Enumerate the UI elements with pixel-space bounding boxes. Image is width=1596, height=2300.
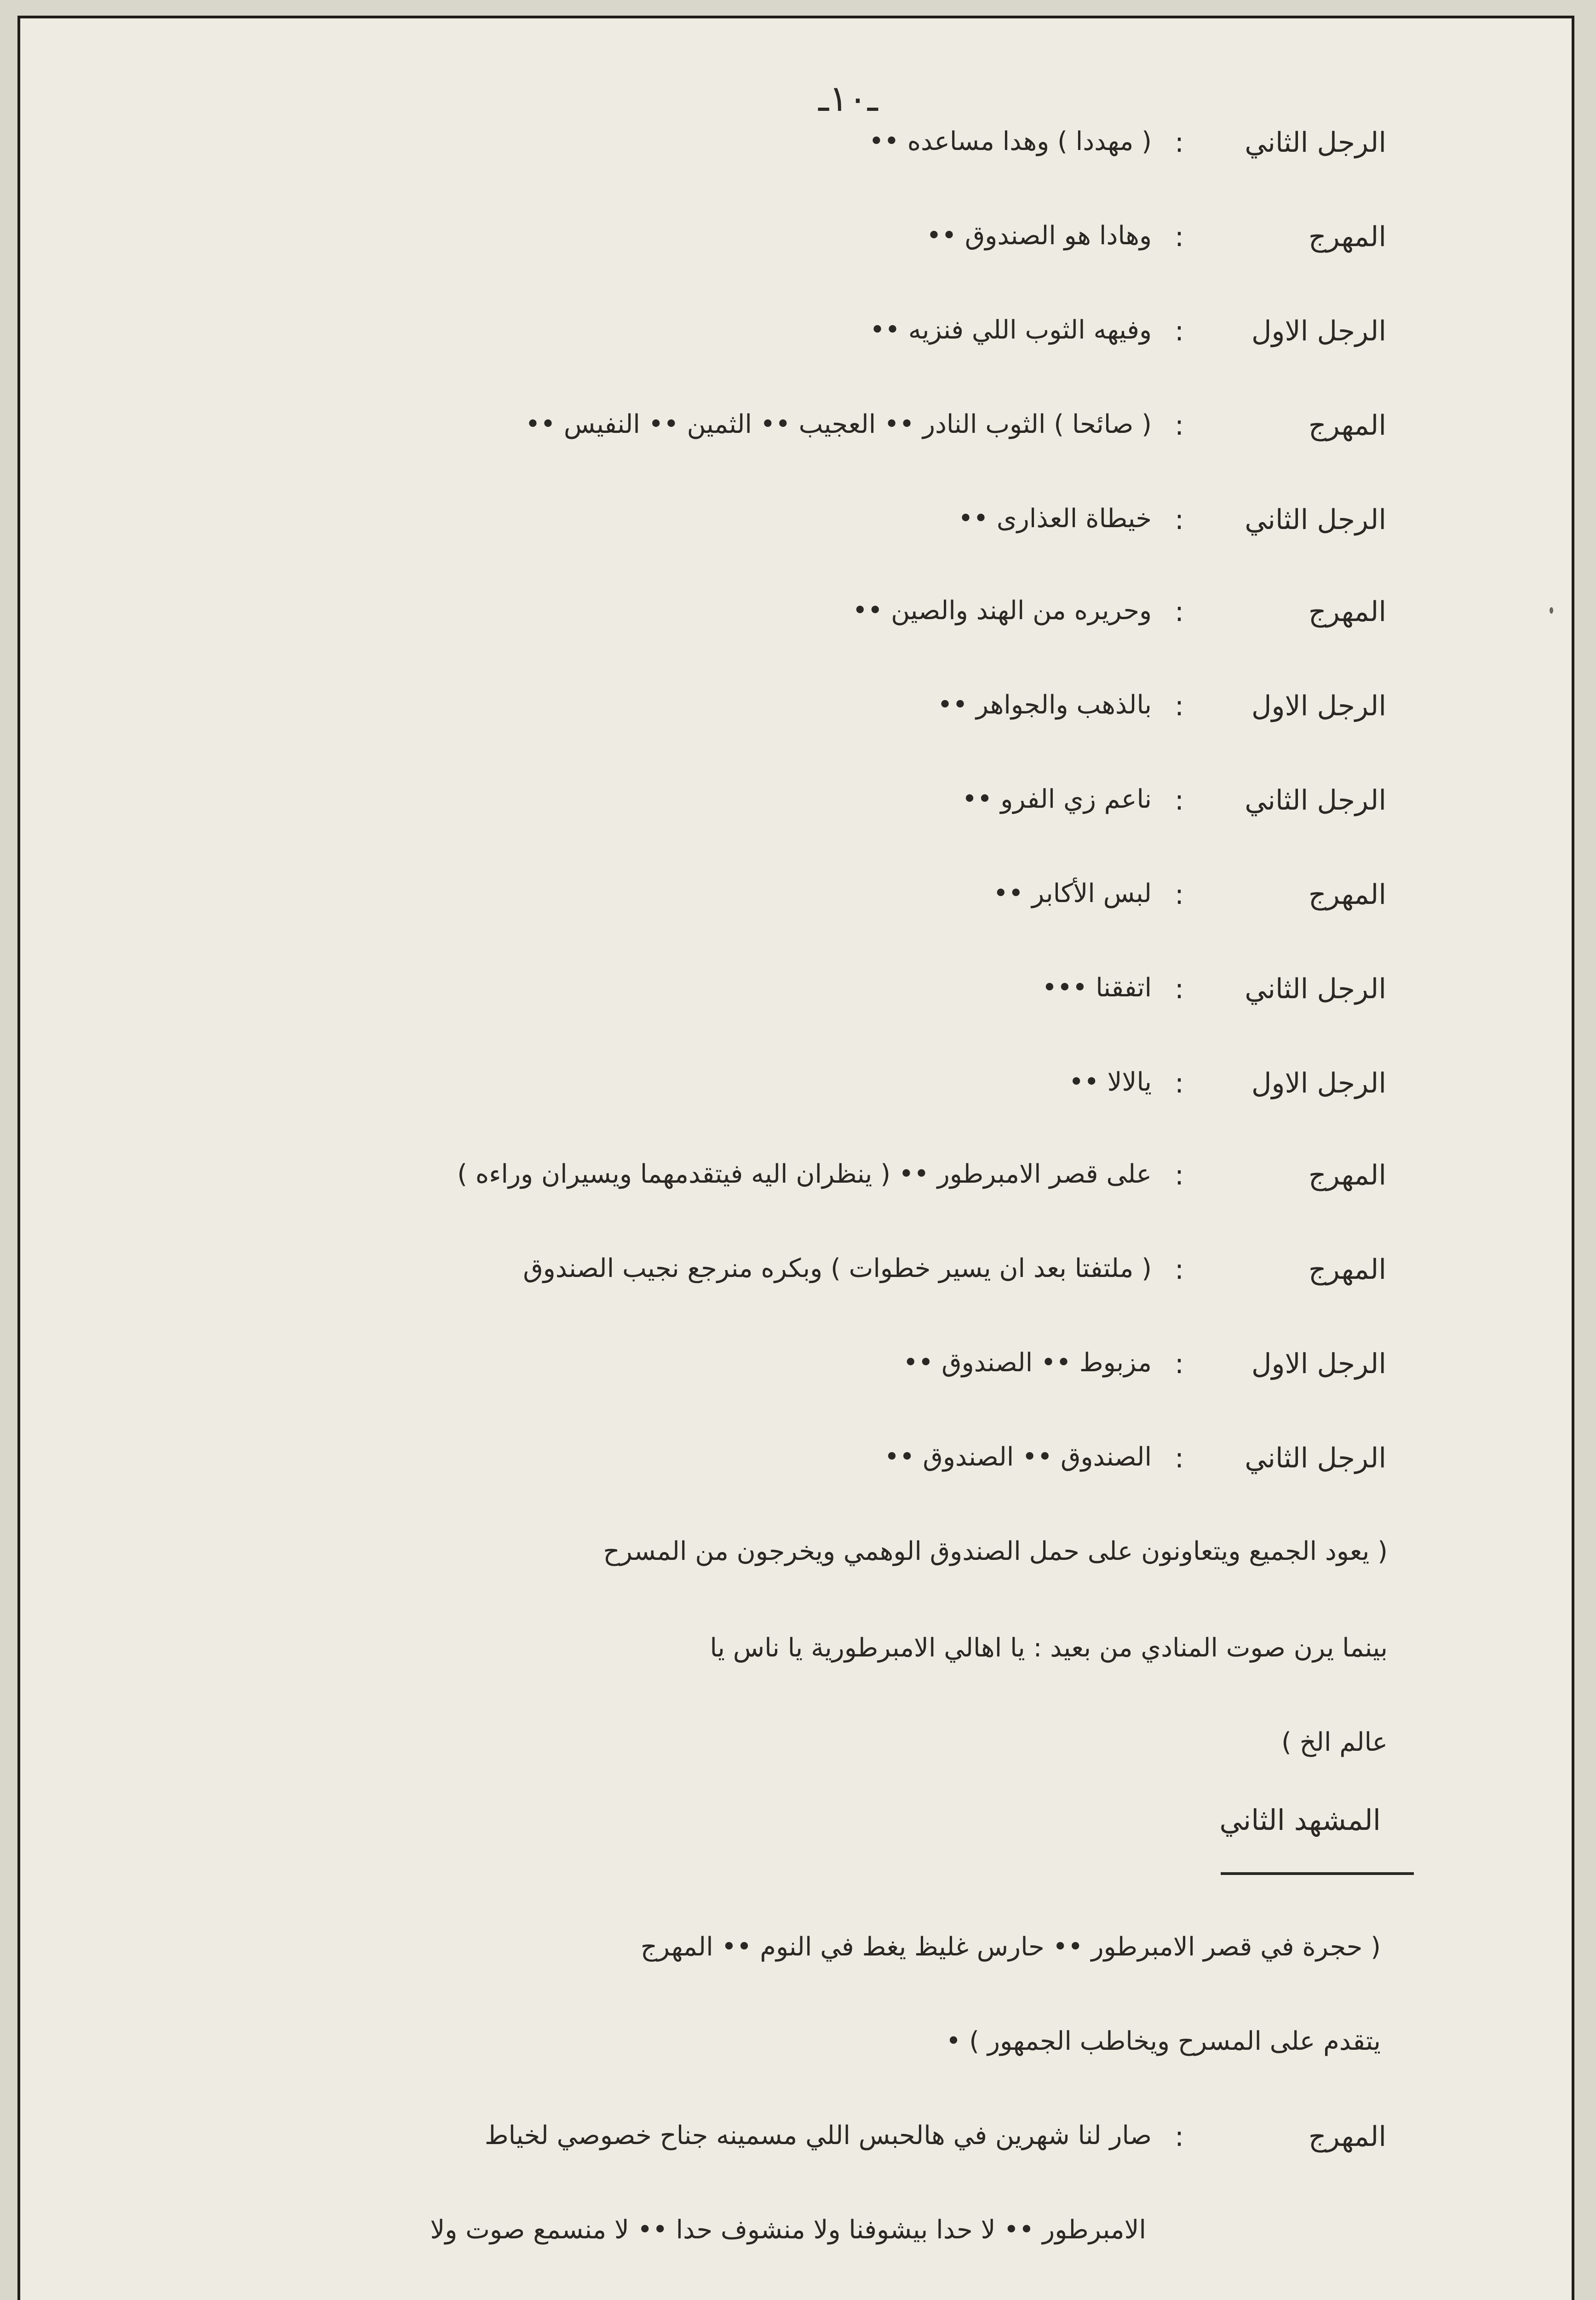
dialogue-line (20, 1159, 1577, 1219)
speech-continuation: الامبرطور •• لا حدا بيشوفنا ولا منشوف حدا •• لا منسمع صوت ولا (430, 2215, 1146, 2245)
speaker-colon: : (1174, 1254, 1184, 1286)
dialogue-text: ( مهددا ) وهدا مساعده •• (868, 126, 1152, 156)
stage-direction-line: ( يعود الجميع ويتعاونون على حمل الصندوق الوهمي ويخرجون من المسرح (603, 1536, 1388, 1566)
page-number: ـ١٠ـ (818, 78, 878, 120)
dialogue-text: ناعم زي الفرو •• (962, 784, 1152, 814)
dialogue-line (20, 409, 1577, 469)
speaker-colon: : (1174, 596, 1184, 628)
speaker-name: الرجل الاول (1251, 1067, 1386, 1099)
ink-speck (1550, 607, 1553, 614)
speaker-colon: : (1174, 690, 1184, 722)
speaker-name: الرجل الاول (1251, 690, 1386, 722)
speaker-name: الرجل الثاني (1245, 504, 1386, 536)
speaker-colon: : (1174, 221, 1184, 253)
dialogue-line (20, 2121, 1577, 2180)
dialogue-text: مزبوط •• الصندوق •• (903, 1348, 1152, 1378)
stage-direction-line: يتقدم على المسرح ويخاطب الجمهور ) • (946, 2026, 1381, 2056)
speaker-colon: : (1174, 879, 1184, 911)
stage-direction-line: بينما يرن صوت المنادي من بعيد : يا اهالي الامبرطورية يا ناس يا (710, 1633, 1388, 1663)
dialogue-line (20, 1254, 1577, 1313)
scene-heading: المشهد الثاني (1219, 1803, 1381, 1837)
speaker-colon: : (1174, 504, 1184, 536)
dialogue-line (20, 690, 1577, 750)
dialogue-text: وفيهه الثوب اللي فنزيه •• (870, 315, 1152, 345)
dialogue-line (20, 1067, 1577, 1127)
speaker-colon: : (1174, 126, 1184, 159)
speaker-name: الرجل الثاني (1245, 126, 1386, 159)
dialogue-line (20, 1442, 1577, 1502)
speaker-colon: : (1174, 1159, 1184, 1191)
speaker-colon: : (1174, 1067, 1184, 1099)
dialogue-text: الصندوق •• الصندوق •• (884, 1442, 1152, 1472)
speaker-name: الرجل الاول (1251, 1348, 1386, 1380)
dialogue-text: بالذهب والجواهر •• (937, 690, 1152, 720)
speaker-colon: : (1174, 784, 1184, 816)
dialogue-line (20, 504, 1577, 564)
dialogue-line (20, 596, 1577, 656)
dialogue-line (20, 315, 1577, 375)
dialogue-text: خيطاة العذارى •• (958, 504, 1152, 534)
speaker-colon: : (1174, 1442, 1184, 1474)
speaker-colon: : (1174, 1348, 1184, 1380)
dialogue-text: ( ملتفتا بعد ان يسير خطوات ) وبكره منرجع نجيب الصندوق (523, 1254, 1152, 1283)
dialogue-text: وحريره من الهند والصين •• (852, 596, 1152, 626)
stage-direction-line: عالم الخ ) (1281, 1727, 1388, 1757)
dialogue-line (20, 126, 1577, 186)
heading-underline (1221, 1872, 1414, 1875)
dialogue-line (20, 1348, 1577, 1408)
dialogue-line (20, 879, 1577, 938)
speaker-name: المهرج (1308, 1254, 1386, 1286)
dialogue-text: اتفقنا ••• (1042, 973, 1152, 1003)
dialogue-text: وهادا هو الصندوق •• (926, 221, 1152, 251)
speaker-name: الرجل الثاني (1245, 1442, 1386, 1474)
typescript-page (17, 16, 1574, 2300)
dialogue-text: على قصر الامبرطور •• ( ينظران اليه فيتقدمهما ويسيران وراءه ) (457, 1159, 1152, 1189)
speaker-name: الرجل الثاني (1245, 784, 1386, 816)
dialogue-text: ( صائحا ) الثوب النادر •• العجيب •• الثمين •• النفيس •• (525, 409, 1152, 439)
speaker-name: المهرج (1308, 409, 1386, 442)
speaker-name: الرجل الاول (1251, 315, 1386, 347)
speaker-name: المهرج (1308, 2121, 1386, 2153)
dialogue-line (20, 221, 1577, 281)
stage-direction-line: ( حجرة في قصر الامبرطور •• حارس غليظ يغط في النوم •• المهرج (640, 1932, 1381, 1962)
speaker-colon: : (1174, 973, 1184, 1005)
speaker-name: المهرج (1308, 879, 1386, 911)
speaker-colon: : (1174, 2121, 1184, 2153)
speaker-name: الرجل الثاني (1245, 973, 1386, 1005)
dialogue-text: يالالا •• (1068, 1067, 1152, 1097)
dialogue-text: لبس الأكابر •• (993, 879, 1152, 908)
speaker-name: المهرج (1308, 1159, 1386, 1191)
dialogue-text: صار لنا شهرين في هالحبس اللي مسمينه جناح خصوصي لخياط (484, 2121, 1152, 2150)
speaker-name: المهرج (1308, 596, 1386, 628)
speaker-colon: : (1174, 409, 1184, 442)
speaker-colon: : (1174, 315, 1184, 347)
dialogue-line (20, 973, 1577, 1033)
dialogue-line (20, 784, 1577, 844)
speaker-name: المهرج (1308, 221, 1386, 253)
